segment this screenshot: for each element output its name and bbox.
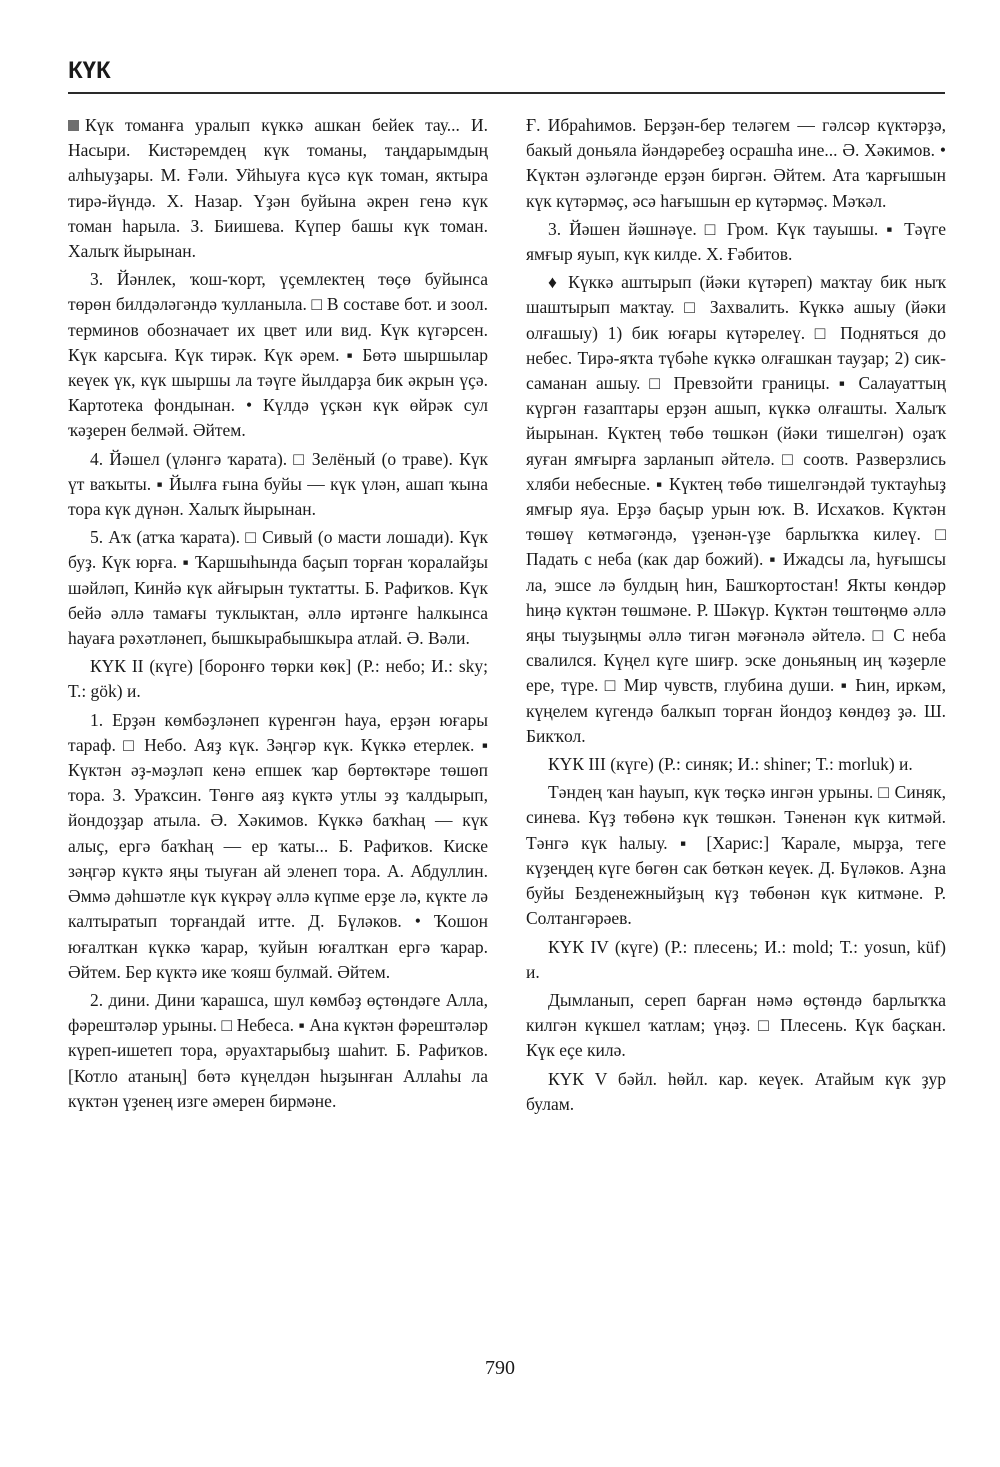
square-marker-icon	[68, 120, 79, 131]
entry-heading: КҮК V бәйл. һөйл. кар. кеүек. Атайым күк ҙур булам.	[526, 1068, 946, 1114]
paragraph: 1. Ерҙән көмбәҙләнеп күренгән һауа, ерҙән юғары тараф. □ Небо. Аяҙ күк. Зәңгәр күк. Күккә етерлек. ▪ Күктән әҙ-мәҙләп кенә епшек ҡар бөртөктәре төшөп тора. З. Ураҡсин. Төнгө аяҙ күктә утлы эҙ ҡалдырып, йондоҙҙар атыла. Ә. Хәкимов. Күккә баҡһаң — күк алыҫ, ергә баҡһаң — ер ҡаты... Б. Рафиҡов. Киске зәңгәр күктә яңы тыуған ай эленеп тора. А. Абдуллин. Әммә дәһшәтле күк күкрәү әллә күпме ерҙе лә, күкте лә калтыратып торғандай итте. Д. Бүләков. • Ҡошон юғалткан күккә ҡарар, ҡуйын юғалткан ергә ҡарар. Әйтем. Бер күктә ике ҡояш булмай. Әйтем.	[68, 709, 488, 982]
running-header: КҮК	[68, 57, 111, 84]
paragraph	[68, 113, 488, 264]
paragraph: Дымланып, сереп барған нәмә өҫтөндә барлыҡҡа килгән күкшел ҡатлам; үңәҙ. □ Плесень. Күк баҫкан. Күк еҫе килә.	[526, 989, 946, 1061]
paragraph-text: Күк томанға уралып күккә ашкан бейек тау... И. Насыри. Кистәремдең күк томаны, таңдарымдың алһыуҙары. М. Ғәли. Уйһыуға күсә күк томан, яктыра тирә-йүндә. Х. Назар. Үҙән буйына әкрен генә күк томан һарыла. З. Биишева. Күпер башы күк томан. Халыҡ йырынан.	[68, 115, 488, 262]
paragraph: 3. Йәшен йәшнәүе. □ Гром. Күк тауышы. ▪ Тәүге ямғыр яуып, күк килде. Х. Ғәбитов.	[526, 218, 946, 265]
paragraph: 3. Йәнлек, ҡош-ҡорт, үҫемлектең төҫө буйынса төрөн билдәләгәндә ҡулланыла. □ В составе бот. и зоол. терминов обозначает их цвет или вид. Күк күгәрсен. Күк карсыға. Күк тирәк. Күк әрем. ▪ Бөтә шыршылар кеүек үк, күк шыршы ла тәүге йылдарҙа бик әкрын үҫә. Картотека фондынан. • Күлдә үҫкән күк өйрәк сул ҡәҙерен белмәй. Әйтем.	[68, 269, 488, 441]
header-rule	[68, 92, 945, 94]
entry-heading: КҮК II (күге) [боронғо төрки көк] (Р.: небо; И.: sky; Т.: gök) и.	[68, 656, 488, 702]
paragraph: 4. Йәшел (үләнгә ҡарата). □ Зелёный (о траве). Күк үт ваҡыты. ▪ Йылға ғына буйы — күк үлән, ашап ҡына тора күк дүнән. Халыҡ йырынан.	[68, 448, 488, 520]
entry-heading: КҮК IV (күге) (Р.: плесень; И.: mold; Т.: yosun, küf) и.	[526, 936, 946, 982]
paragraph: 2. дини. Дини ҡарашса, шул көмбәҙ өҫтөндәге Алла, фәрештәләр урыны. □ Небеса. ▪ Ана күктән фәрештәләр күреп-ишетеп тора, әруахтарыбыҙ шаһит. Б. Рафиҡов. [Котло атаның] бөтә күңелдән һыҙынған Аллаһы ла күктән үҙенең изге әмерен бирмәне.	[68, 989, 488, 1111]
left-column	[68, 113, 488, 1117]
right-column	[526, 113, 946, 1120]
page-number: 790	[485, 1357, 515, 1379]
paragraph: Тәндең ҡан һауып, күк төҫкә ингән урыны. □ Синяк, синева. Күҙ төбөнә күк төшкән. Тәненән күк китмәй. Тәнгә күк һалыу. ▪ [Харис:] Ҡарале, мырҙа, теге күҙеңдең күге бөгөн сак бөткән кеүек. Д. Бүләков. Аҙна буйы Безденежныйҙың күҙ төбөнән күк китмәне. Р. Солтангәрәев.	[526, 782, 946, 929]
paragraph: ♦ Күккә аштырып (йәки күтәреп) маҡтау бик ныҡ шаштырып маҡтау. □ Захвалить. Күккә ашыу (йәки олғашыу) 1) бик юғары күтәрелеү. □ Подняться до небес. Тирә-яҡта түбәһе күккә олғашкан тауҙар; 2) сик-саманан ашыу. □ Превзойти границы. ▪ Салауаттың күргән ғазаптары ерҙән ашып, күккә олғашты. Халыҡ йырынан. Күктең төбө төшкән (йәки тишелгән) оҙаҡ яуған ямғырға зарланып әйтелә. □ соотв. Разверзлись хляби небесные. ▪ Күктең төбө тишелгәндәй туктауһыҙ ямғыр яуа. Ерҙә баҫыр урын юҡ. В. Исхаҡов. Күктән төшөү көтмәгәндә, үҙенән-үҙе барлыҡҡа килеү. □ Падать с неба (как дар божий). ▪ Ижадсы ла, һуғышсы ла, эшсе лә булдың һин, Башҡортостан! Якты көндәр һиңә күктән төшмәне. Р. Шәкүр. Күктән төштөңмө әллә яңы тыуҙыңмы әллә тигән мәғәнәлә әйтелә. □ С неба свалился. Күңел күге шиғр. эске доньяның иң ҡәҙерле ере, түре. □ Мир чувств, глубина души. ▪ Һин, иркәм, күңелем күгендә балкып торған йондоҙ көндөҙ ҙә. Ш. Бикҡол.	[526, 272, 946, 746]
paragraph: 5. Аҡ (атҡа ҡарата). □ Сивый (о масти лошади). Күк буҙ. Күк юрға. ▪ Ҡаршыһында баҫып торған ҡоралайҙы шәйләп, Кинйә күк айғырын туктатты. Б. Рафиҡов. Күк бейә әллә тамағы туклыктан, әллә иртәнге һалкынса һауаға рәхәтләнеп, бышкырабышкыра атлай. Ә. Вәли.	[68, 527, 488, 649]
paragraph: Ғ. Ибраһимов. Берҙән-бер теләгем — гәлсәр күктәрҙә, бакый доньяла йәндәребеҙ осрашһа ине... Ә. Хәкимов. • Күктән әҙләгәнде ерҙән биргән. Әйтем. Ата ҡарғышын күк күтәрмәҫ, әсә һағышын ер күтәрмәҫ. Мәҡәл.	[526, 115, 946, 211]
entry-heading: КҮК III (күге) (Р.: синяк; И.: shiner; Т.: morluk) и.	[548, 754, 913, 775]
